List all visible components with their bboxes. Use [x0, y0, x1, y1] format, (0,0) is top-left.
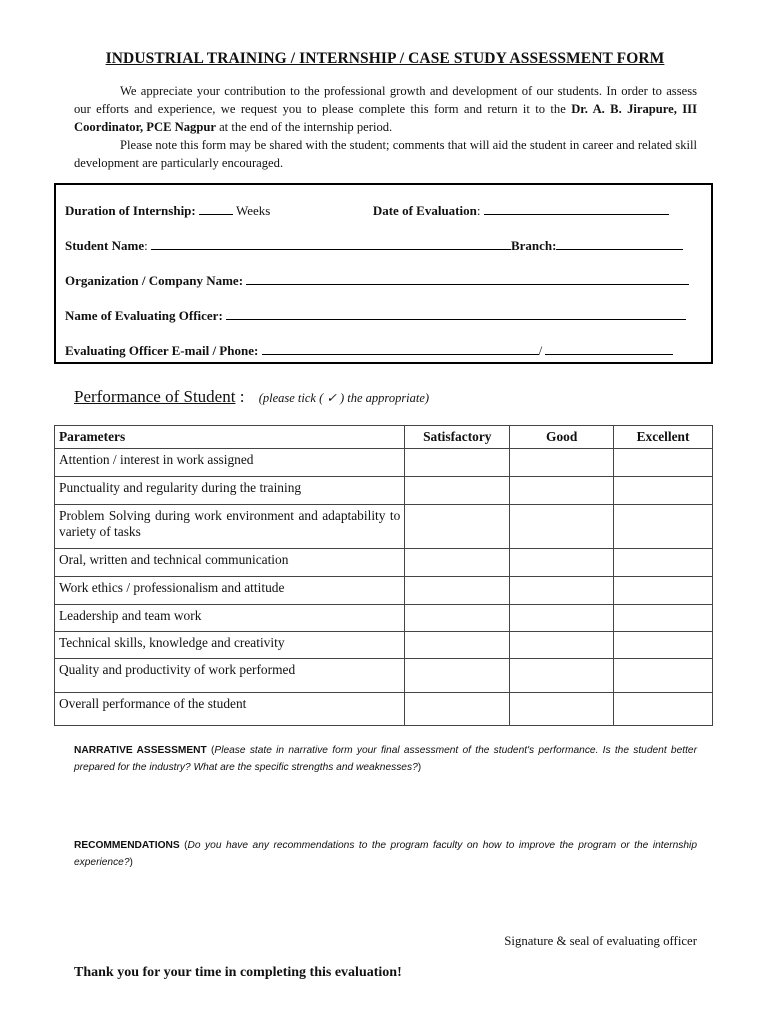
form-title: INDUSTRIAL TRAINING / INTERNSHIP / CASE STUDY ASSESSMENT FORM: [105, 50, 665, 67]
table-row: [55, 693, 713, 726]
parameter-cell: Overall performance of the student: [55, 693, 405, 726]
satisfactory-checkbox-cell[interactable]: [405, 577, 510, 605]
table-row: [55, 449, 713, 477]
intro-text: [74, 82, 697, 172]
tick-instruction: [259, 391, 429, 405]
intro-p1-text: We appreciate your contribution to the professional growth and development of our students. In order to assess our efforts and experience, we request you to please complete this form and return it to the: [74, 84, 697, 116]
organization-line: [65, 273, 702, 289]
satisfactory-checkbox-cell[interactable]: [405, 605, 510, 632]
parameter-cell: Work ethics / professionalism and attitude: [55, 577, 405, 605]
student-info-box: [54, 183, 713, 364]
student-name-label: Student Name: [65, 238, 145, 253]
organization-label: Organization / Company Name:: [65, 273, 244, 288]
date-field[interactable]: [484, 203, 669, 215]
phone-field[interactable]: [545, 343, 673, 355]
parameter-cell: Punctuality and regularity during the training: [55, 477, 405, 505]
good-checkbox-cell[interactable]: [510, 632, 614, 659]
table-row: [55, 477, 713, 505]
contact-line: [65, 343, 702, 359]
parameter-cell: Leadership and team work: [55, 605, 405, 632]
branch-label: Branch:: [510, 238, 557, 253]
contact-label: Evaluating Officer E-mail / Phone:: [65, 343, 259, 358]
satisfactory-checkbox-cell[interactable]: [405, 477, 510, 505]
good-checkbox-cell[interactable]: [510, 477, 614, 505]
satisfactory-checkbox-cell[interactable]: [405, 449, 510, 477]
table-header-row: [55, 426, 713, 449]
excellent-checkbox-cell[interactable]: [614, 632, 713, 659]
student-name-field[interactable]: [151, 238, 511, 250]
table-row: [55, 577, 713, 605]
satisfactory-checkbox-cell[interactable]: [405, 693, 510, 726]
excellent-checkbox-cell[interactable]: [614, 693, 713, 726]
good-checkbox-cell[interactable]: [510, 659, 614, 693]
good-checkbox-cell[interactable]: [510, 693, 614, 726]
good-checkbox-cell[interactable]: [510, 449, 614, 477]
recommendations-label: RECOMMENDATIONS: [74, 840, 180, 851]
header-parameters: Parameters: [55, 426, 405, 449]
duration-unit: Weeks: [236, 203, 271, 218]
excellent-checkbox-cell[interactable]: [614, 577, 713, 605]
performance-table: [54, 425, 713, 726]
contact-separator: /: [538, 343, 543, 358]
parameter-cell: Quality and productivity of work performed: [55, 659, 405, 693]
organization-field[interactable]: [246, 273, 689, 285]
parameter-cell: Attention / interest in work assigned: [55, 449, 405, 477]
narrative-assessment: NARRATIVE ASSESSMENT (Please state in narrative form your final assessment of the student's performance. Is the student better prepared for the industry? What are the specific strengths and weaknesses?): [74, 745, 697, 773]
satisfactory-checkbox-cell[interactable]: [405, 659, 510, 693]
header-good: Good: [510, 426, 614, 449]
checkmark-icon: ✓: [326, 391, 337, 405]
excellent-checkbox-cell[interactable]: [614, 449, 713, 477]
table-row: [55, 632, 713, 659]
narrative-label: NARRATIVE ASSESSMENT: [74, 745, 207, 756]
officer-name-field[interactable]: [226, 308, 686, 320]
signature-label: Signature & seal of evaluating officer: [504, 934, 697, 948]
performance-title: Performance of Student: [74, 387, 236, 406]
officer-name-label: Name of Evaluating Officer:: [65, 308, 223, 323]
email-field[interactable]: [262, 343, 539, 355]
intro-p1-end: at the end of the internship period.: [215, 120, 393, 134]
intro-paragraph-1: [74, 82, 697, 136]
satisfactory-checkbox-cell[interactable]: [405, 632, 510, 659]
narrative-instruction: Please state in narrative form your final assessment of the student's performance. Is the student better prepared for the industry? What are the specific strengths and weaknesses?: [74, 745, 697, 773]
thank-you-note: Thank you for your time in completing this evaluation!: [74, 965, 402, 980]
coordinator-name: Dr. A. B. Jirapure, III Coordinator, PCE Nagpur: [74, 102, 697, 134]
satisfactory-checkbox-cell[interactable]: [405, 549, 510, 577]
satisfactory-checkbox-cell[interactable]: [405, 505, 510, 549]
table-row: [55, 549, 713, 577]
good-checkbox-cell[interactable]: [510, 549, 614, 577]
parameter-cell: Oral, written and technical communication: [55, 549, 405, 577]
student-branch-line: Student Name: Branch:: [65, 238, 702, 254]
recommendations-section: RECOMMENDATIONS (Do you have any recommendations to the program faculty on how to improve the program or the internship experience?): [74, 840, 697, 868]
good-checkbox-cell[interactable]: [510, 605, 614, 632]
table-row: [55, 605, 713, 632]
parameter-cell: Problem Solving during work environment and adaptability to variety of tasks: [55, 505, 405, 549]
duration-label: Duration of Internship:: [65, 203, 196, 218]
excellent-checkbox-cell[interactable]: [614, 505, 713, 549]
date-label: Date of Evaluation: [372, 203, 477, 218]
performance-colon: :: [239, 387, 245, 406]
duration-date-line: Duration of Internship: Weeks Date of Evaluation:: [65, 203, 702, 219]
header-excellent: Excellent: [614, 426, 713, 449]
duration-field[interactable]: [199, 203, 233, 215]
officer-line: [65, 308, 702, 324]
header-satisfactory: Satisfactory: [405, 426, 510, 449]
tick-note-start: (please tick (: [258, 391, 324, 405]
tick-note-end: ) the appropriate): [339, 391, 430, 405]
excellent-checkbox-cell[interactable]: [614, 605, 713, 632]
branch-field[interactable]: [556, 238, 683, 250]
excellent-checkbox-cell[interactable]: [614, 659, 713, 693]
performance-heading: [74, 387, 429, 407]
intro-paragraph-2: Please note this form may be shared with the student; comments that will aid the student in career and related skill development are particularly encouraged.: [74, 138, 697, 170]
table-row: [55, 659, 713, 693]
excellent-checkbox-cell[interactable]: [614, 477, 713, 505]
good-checkbox-cell[interactable]: [510, 577, 614, 605]
parameter-cell: Technical skills, knowledge and creativity: [55, 632, 405, 659]
good-checkbox-cell[interactable]: [510, 505, 614, 549]
table-row: [55, 505, 713, 549]
recommendations-instruction: Do you have any recommendations to the program faculty on how to improve the program or the internship experience?: [74, 840, 697, 868]
excellent-checkbox-cell[interactable]: [614, 549, 713, 577]
